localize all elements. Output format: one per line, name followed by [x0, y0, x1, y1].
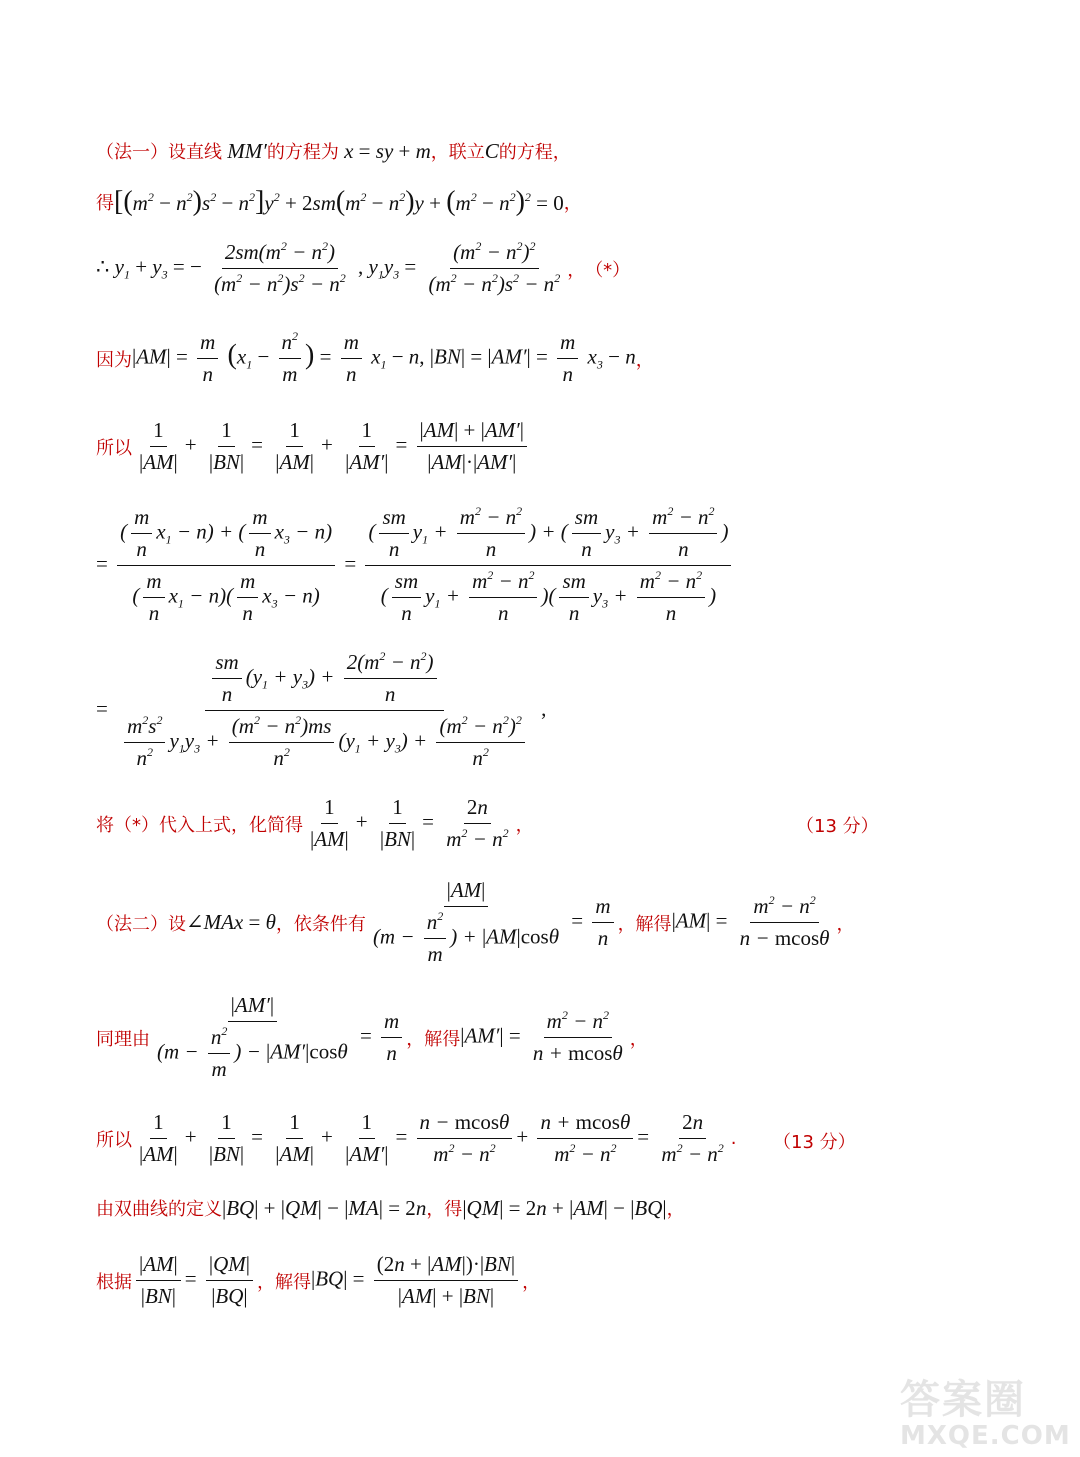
line-13 [96, 1252, 540, 1309]
line-2-label: 得 [96, 193, 114, 214]
math-line-mm: MM′ [222, 138, 267, 163]
line-10-label: 同理由 [96, 1028, 150, 1050]
watermark-logo [900, 1368, 1070, 1450]
math-qm: |QM| = 2n + |AM| − |BQ| [462, 1195, 667, 1220]
line-10 [96, 993, 648, 1082]
line-1-mid2: ，联立 [430, 142, 485, 163]
line-9 [96, 878, 855, 967]
math-distances: |AM| = $\frac{m}{n}$ ($x_1$ − $\frac{n^2}{m}$ ) = $\frac{m}{n}$ $x_1 - n$, |BN| = |AM′| = $\frac{m}{n}$ $x_3 - n$ [132, 329, 636, 386]
math-substitution-2: = $\frac{sm}{n}$ $(y_1 + y_3)$ + $\frac{2(m^2 - n^2)}{n}$ $\frac{m^2s^2}{n^2}$ $y_1y_3$ + $\frac{(m^2 - n^2)ms}{n^2}$ $(y_1 + y_3)$ + $\frac{(m^2 - n^2)^2}{n^2}$ , [96, 649, 547, 770]
math-result-1: $\frac{1}{|AM|}$ + $\frac{1}{|BN|}$ = $\frac{2n}{m^2 - n^2}$ [310, 795, 509, 851]
math-quadratic: $[(m^2 - n^2)s^2 - n^2]y^2 + 2sm(m^2 - n^2)y + (m^2 - n^2)^2 = 0$ [114, 186, 564, 217]
math-line-eq: x = sy + m [338, 138, 431, 163]
math-hyperbola-def: |BQ| + |QM| − |MA| = 2n [222, 1195, 427, 1220]
line-9-label: （法二）设 [96, 913, 186, 935]
line-1-label: （法一）设直线 [96, 142, 222, 163]
line-8-label: 将（*）代入上式，化简得 [96, 814, 303, 836]
math-reciprocal-sum: $\frac{1}{|AM|}$ + $\frac{1}{|BN|}$ = $\frac{1}{|AM|}$ + $\frac{1}{|AM'|}$ = $\frac{|AM| + |AM'|}{|AM|\cdot|AM'|}$ [132, 418, 531, 475]
math-c: C [484, 138, 499, 163]
line-13-label: 根据 [96, 1271, 132, 1293]
math-substitution-1: = ( $\frac{m}{n}$ $x_1 - n$) + ( $\frac{m}{n}$ $x_3 - n$) ( $\frac{m}{n}$ $x_1 - n$)( $\frac{m}{n}$ $x_3 - n$) = ( $\frac{sm}{n}$ $y_1$ + $\frac{m^2 - n^2}{n}$ ) + ( $\frac{sm}{n}$ $y_3$ + $\frac{m^2 - n^2}{n}$ ) ( $\frac{sm}{n}$ $y_1$ + $\frac{m^2 - n^2}{n}$ )( $\frac{sm}{n}$ $y_3$ + $\frac{m^2 - n^2}{n}$ ) [96, 505, 735, 626]
line-1 [96, 138, 571, 164]
line-9-mid1: ，依条件有 [275, 913, 366, 935]
score-2: （13 分） [773, 1132, 856, 1153]
line-4 [96, 330, 654, 387]
line-9-tail: ， [836, 913, 855, 935]
line-5 [96, 418, 531, 475]
math-result-2: $\frac{1}{|AM|}$ + $\frac{1}{|BN|}$ = $\frac{1}{|AM|}$ + $\frac{1}{|AM'|}$ = $\frac{n - mcos\theta}{m^2 - n^2}$ + $\frac{n + mcos\theta}{m^2 - n^2}$ = $\frac{2n}{m^2 - n^2}$ [139, 1110, 724, 1166]
line-12 [96, 1195, 685, 1221]
line-11-tail: . [730, 1128, 737, 1149]
score-1: （13 分） [796, 816, 879, 837]
math-condition-1: |AM| (m − $\frac{n^2}{m}$ ) + |AM|cosθ = $\frac{m}{n}$ [366, 878, 618, 967]
line-2 [96, 186, 582, 218]
watermark-line-1: 答案圈 [900, 1377, 1026, 1423]
line-13-tail: ， [522, 1271, 541, 1293]
line-6 [96, 505, 735, 626]
math-bq: |BQ| = $\frac{(2n + |AM|)\cdot|BN|}{|AM| + |BN|}$ [311, 1252, 522, 1309]
line-12-label: 由双曲线的定义 [96, 1199, 222, 1220]
line-12-tail: ， [666, 1199, 685, 1220]
line-3-tail: ， [567, 259, 586, 281]
line-3 [96, 240, 630, 297]
math-angle: ∠MAx = θ [186, 910, 276, 934]
line-1-tail: 的方程， [498, 142, 571, 163]
line-2-tail: ， [563, 193, 582, 214]
line-10-tail: ， [629, 1028, 648, 1050]
math-condition-2: |AM′| (m − $\frac{n^2}{m}$ ) − |AM′|cosθ = $\frac{m}{n}$ [150, 993, 406, 1082]
math-ratio: $\frac{|AM|}{|BN|}$ = $\frac{|QM|}{|BQ|}$ [132, 1252, 257, 1309]
line-8 [96, 795, 534, 852]
line-10-mid2: ，解得 [406, 1028, 461, 1050]
line-5-label: 所以 [96, 437, 132, 459]
line-12-mid1: ，得 [426, 1199, 463, 1220]
line-11-label: 所以 [96, 1129, 132, 1151]
line-9-mid2: ，解得 [617, 913, 672, 935]
line-4-label: 因为 [96, 349, 132, 371]
line-13-mid1: ，解得 [256, 1271, 311, 1293]
line-4-tail: ， [635, 349, 654, 371]
math-vieta: ∴ $y_1 + y_3$ = − $\frac{2sm(m^2 - n^2)}{(m^2 - n^2)s^2 - n^2}$ , $y_1y_3$ = $\frac{(m^2 - n^2)^2}{(m^2 - n^2)s^2 - n^2}$ [96, 239, 561, 296]
watermark-line-2: MXQE.COM [900, 1421, 1071, 1451]
line-11 [96, 1110, 736, 1167]
line-3-star: （*） [585, 259, 631, 281]
line-1-mid1: 的方程为 [266, 142, 339, 163]
math-solve-am-prime: |AM′| = $\frac{m^2 - n^2}{n + mcos\theta}$ [460, 1008, 623, 1065]
line-7 [96, 650, 546, 771]
line-8-tail: ， [515, 814, 534, 836]
math-solve-am: |AM| = $\frac{m^2 - n^2}{n - mcos\theta}$ [671, 893, 830, 950]
